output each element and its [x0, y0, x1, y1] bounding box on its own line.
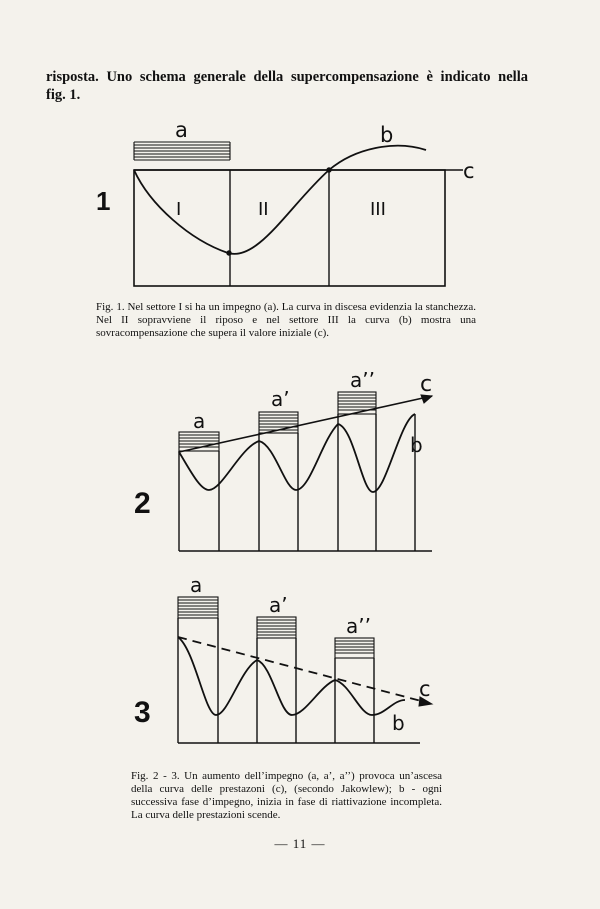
fig3-label-c: c	[419, 677, 431, 701]
figure-3-number: 3	[134, 696, 151, 729]
fig1-point-min	[227, 251, 231, 255]
fig1-sector-3: III	[370, 199, 386, 220]
page-number: — 11 —	[274, 836, 326, 851]
figure-1-diagram	[134, 142, 463, 286]
intro-text-line-1: risposta. Uno schema generale della supercompensazione è indicato nella	[46, 69, 528, 85]
fig1-sector-2: II	[258, 199, 269, 220]
fig1-load-bar-a	[134, 142, 230, 160]
fig2-line-c	[179, 396, 432, 452]
intro-text-line-2: fig. 1.	[46, 87, 81, 103]
fig3-label-b: b	[392, 711, 405, 735]
fig2-label-b: b	[410, 433, 423, 457]
figure-1-caption: Fig. 1. Nel settore I si ha un impegno (a). La curva in discesa evidenzia la stanchezza. Nel II sopravviene il riposo e nel settore III la curva (b) mostra una sovracompensazione che supera il valore iniziale (c).	[96, 301, 476, 339]
fig2-label-a2: a’’	[350, 368, 375, 392]
fig3-label-a: a	[190, 573, 203, 597]
fig2-load-bar-a2	[338, 392, 376, 414]
fig1-label-c: c	[463, 159, 475, 183]
fig2-label-c: c	[420, 372, 433, 397]
fig3-load-bar-a1	[257, 617, 296, 638]
fig3-load-bar-a2	[335, 638, 374, 658]
fig3-curve-b	[178, 637, 405, 715]
fig1-label-b: b	[380, 123, 394, 147]
fig3-label-a2: a’’	[346, 614, 371, 638]
fig1-frame	[134, 170, 445, 286]
fig1-label-a: a	[175, 118, 188, 142]
figure-1-number: 1	[96, 186, 111, 216]
figure-2-number: 2	[134, 487, 151, 520]
fig2-label-a1: a’	[271, 387, 290, 411]
fig3-load-bar-a	[178, 597, 218, 618]
fig2-label-a: a	[193, 409, 206, 433]
fig3-label-a1: a’	[269, 593, 288, 617]
fig3-line-c	[178, 637, 425, 702]
figure-2-3-caption: Fig. 2 - 3. Un aumento dell’impegno (a, a’, a’’) provoca un’ascesa della curva delle prestazoni (c), (secondo Jakowlew); b - ogni successiva fase d’impegno, inizia in fase di riattivazione incompleta. La curva delle prestazioni scende.	[131, 770, 442, 821]
fig1-point-cross	[327, 168, 331, 172]
figure-2-diagram	[179, 392, 432, 551]
fig1-sector-1: I	[176, 199, 182, 220]
